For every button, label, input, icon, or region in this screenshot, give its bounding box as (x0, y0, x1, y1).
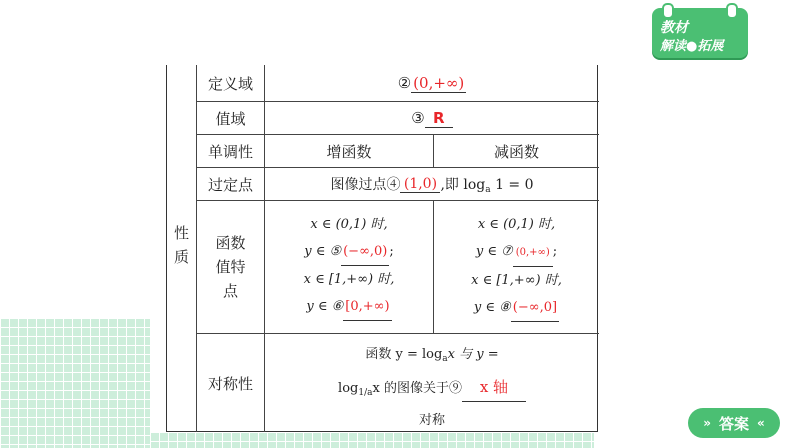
blank-index: ③ (411, 109, 425, 127)
symmetry-text: 函数 y = log (365, 347, 443, 362)
symmetry-line-1 (265, 341, 599, 373)
blank-answer-5: (−∞,0) (341, 238, 389, 266)
answer-button[interactable] (688, 408, 780, 438)
log-base: a (485, 184, 491, 195)
feature-suffix: ; (389, 244, 394, 259)
feature-line: x ∈ [1,+∞) 时, (471, 273, 562, 288)
double-chevron-left-icon: « (757, 416, 765, 430)
row-label-features-3: 点 (222, 282, 238, 300)
group-label-char: 性 (173, 224, 189, 242)
monotonic-increasing: 增函数 (326, 142, 372, 161)
feature-line (265, 293, 433, 321)
symmetry-value (265, 341, 599, 429)
badge-line-1: 教材 (660, 20, 688, 36)
log-base: a (442, 354, 448, 364)
features-decreasing (434, 211, 599, 329)
row-label-symmetry: 对称性 (207, 374, 253, 393)
log-rest: 1 = 0 (490, 176, 534, 193)
domain-value (265, 65, 599, 101)
answer-button-label: 答案 (718, 414, 749, 433)
feature-prefix: y ∈ ⑧ (473, 300, 511, 315)
row-label-domain: 定义域 (207, 74, 253, 93)
feature-prefix: y ∈ ⑦ (475, 244, 513, 259)
badge-line-2: 解读●拓展 (660, 39, 724, 54)
properties-table (166, 65, 598, 432)
symmetry-text: log (338, 381, 359, 396)
row-label-range: 值域 (215, 109, 246, 128)
feature-line (265, 238, 433, 266)
blank-answer-3: R (425, 109, 453, 128)
blank-answer-9: x 轴 (462, 373, 526, 402)
symmetry-line-2 (265, 373, 599, 407)
blank-answer-7: (0,+∞) (513, 239, 553, 267)
blank-answer-2: (0,+∞) (413, 73, 465, 92)
features-increasing (265, 211, 433, 329)
group-label-char: 质 (173, 248, 189, 266)
grid-decoration (0, 318, 150, 448)
blank-index: ② (397, 74, 412, 92)
section-badge (652, 8, 748, 58)
row-label-features-1: 函数 (215, 234, 246, 252)
log-base: 1/a (358, 388, 373, 398)
blank-answer-4: (1,0) (400, 176, 440, 193)
fixed-point-suffix (440, 174, 533, 195)
symmetry-text: x 与 y = (447, 347, 499, 362)
feature-line: x ∈ (0,1) 时, (477, 217, 556, 232)
fixed-point-prefix: 图像过点④ (330, 177, 401, 193)
fixed-point-value (265, 168, 599, 200)
blank-answer-6: [0,+∞) (343, 293, 391, 321)
feature-line (434, 294, 599, 322)
feature-prefix: y ∈ ⑤ (304, 244, 342, 259)
feature-line (434, 238, 599, 267)
row-label-monotonic: 单调性 (207, 142, 253, 161)
symmetry-text: x 的图像关于⑨ (372, 381, 462, 396)
monotonic-decreasing: 减函数 (493, 142, 539, 161)
symmetry-line-3: 对称 (418, 413, 445, 428)
binder-ring-icon (726, 3, 738, 19)
group-label (167, 215, 196, 275)
row-label-fixed-point: 过定点 (207, 175, 253, 194)
double-chevron-right-icon: » (703, 416, 711, 430)
feature-line: x ∈ (0,1) 时, (310, 217, 388, 232)
blank-answer-8: (−∞,0] (511, 294, 559, 322)
feature-suffix: ; (552, 244, 558, 259)
log-text: ,即 log (440, 176, 486, 193)
feature-prefix: y ∈ ⑥ (306, 299, 344, 314)
range-value (265, 102, 599, 134)
feature-line: x ∈ [1,+∞) 时, (303, 272, 395, 287)
row-label-features-2: 值特 (215, 258, 246, 276)
row-label-features (197, 201, 264, 333)
